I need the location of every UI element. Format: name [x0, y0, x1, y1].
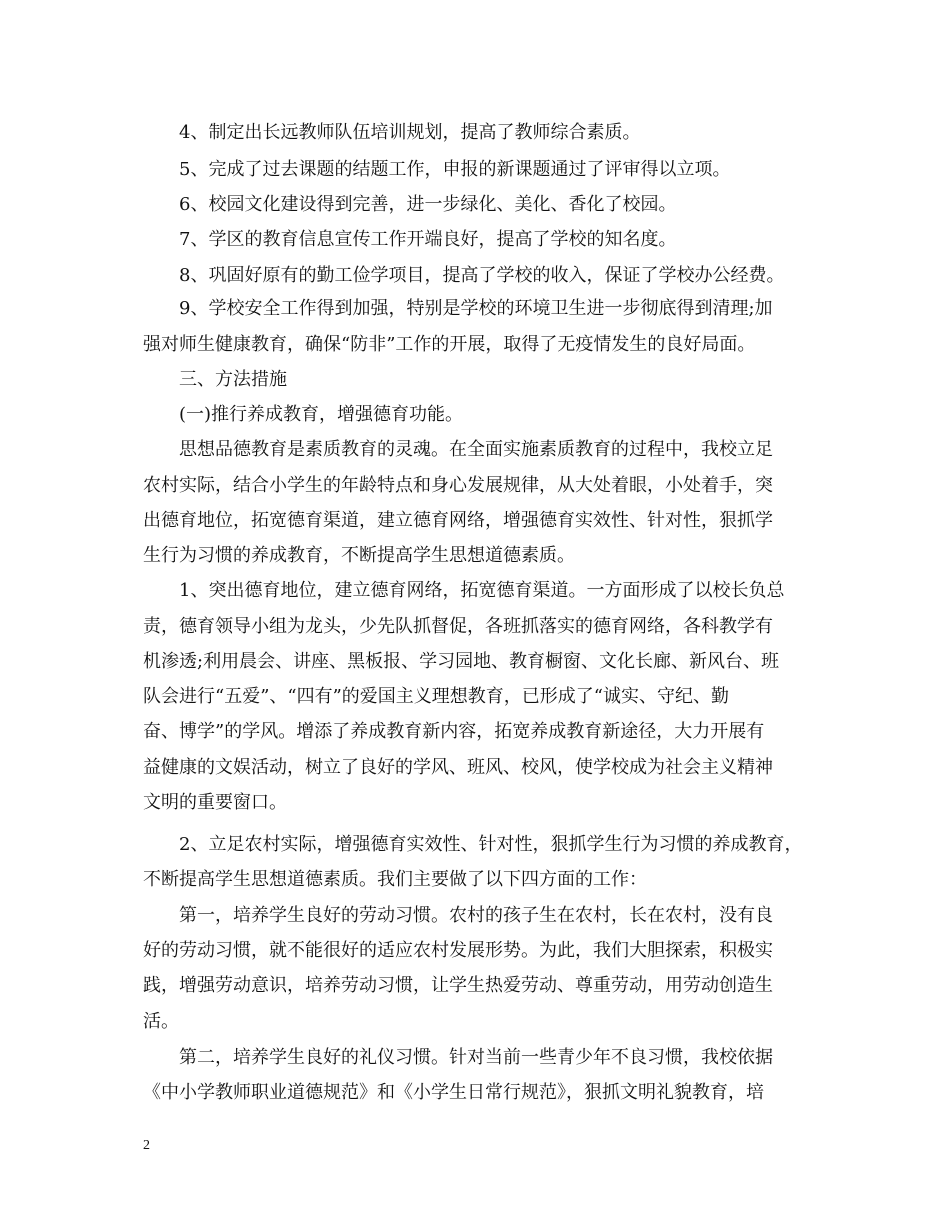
- section-heading: 三、方法措施: [179, 369, 287, 390]
- paragraph-line: 机渗透;利用晨会、讲座、黑板报、学习园地、教育橱窗、文化长廊、新风台、班: [143, 651, 780, 672]
- paragraph-line: 第二，培养学生良好的礼仪习惯。针对当前一些青少年不良习惯，我校依据: [179, 1047, 773, 1068]
- paragraph-line: 践，增强劳动意识，培养劳动习惯，让学生热爱劳动、尊重劳动，用劳动创造生: [143, 975, 773, 996]
- paragraph-line: 7、学区的教育信息宣传工作开端良好，提高了学校的知名度。: [179, 229, 677, 250]
- paragraph-line: 第一，培养学生良好的劳动习惯。农村的孩子生在农村，长在农村，没有良: [179, 905, 773, 926]
- paragraph-line: 1、突出德育地位，建立德育网络，拓宽德育渠道。一方面形成了以校长负总: [179, 580, 785, 601]
- paragraph-line: 4、制定出长远教师队伍培训规划，提高了教师综合素质。: [179, 122, 641, 143]
- paragraph-line: 6、校园文化建设得到完善，进一步绿化、美化、香化了校园。: [179, 194, 677, 215]
- paragraph-line: 活。: [143, 1011, 179, 1032]
- paragraph-line: 思想品德教育是素质教育的灵魂。在全面实施素质教育的过程中，我校立足: [179, 439, 773, 460]
- paragraph-line: 《中小学教师职业道德规范》和《小学生日常行规范》，狠抓文明礼貌教育，培: [143, 1082, 764, 1103]
- subsection-heading: (一)推行养成教育，增强德育功能。: [179, 404, 464, 425]
- paragraph-line: 5、完成了过去课题的结题工作，申报的新课题通过了评审得以立项。: [179, 159, 731, 180]
- paragraph-line: 队会进行“五爱”、“四有”的爱国主义理想教育，已形成了“诚实、守纪、勤: [143, 686, 730, 707]
- paragraph-line: 好的劳动习惯，就不能很好的适应农村发展形势。为此，我们大胆探索，积极实: [143, 940, 773, 961]
- paragraph-line: 8、巩固好原有的勤工俭学项目，提高了学校的收入，保证了学校办公经费。: [179, 265, 785, 286]
- paragraph-line: 生行为习惯的养成教育，不断提高学生思想道德素质。: [143, 545, 575, 566]
- paragraph-line: 出德育地位，拓宽德育渠道，建立德育网络，增强德育实效性、针对性，狠抓学: [143, 510, 773, 531]
- paragraph-line: 责，德育领导小组为龙头，少先队抓督促，各班抓落实的德育网络，各科教学有: [143, 616, 773, 637]
- paragraph-line: 9、学校安全工作得到加强，特别是学校的环境卫生进一步彻底得到清理;加: [179, 298, 773, 319]
- paragraph-line: 农村实际，结合小学生的年龄特点和身心发展规律，从大处着眼，小处着手，突: [143, 475, 773, 496]
- paragraph-line: 文明的重要窗口。: [143, 792, 287, 813]
- paragraph-line: 奋、博学”的学风。增添了养成教育新内容，拓宽养成教育新途径，大力开展有: [143, 721, 765, 742]
- paragraph-line: 益健康的文娱活动，树立了良好的学风、班风、校风，使学校成为社会主义精神: [143, 757, 773, 778]
- paragraph-line: 不断提高学生思想道德素质。我们主要做了以下四方面的工作：: [143, 869, 647, 890]
- paragraph-line: 2、立足农村实际，增强德育实效性、针对性，狠抓学生行为习惯的养成教育，: [179, 834, 803, 855]
- paragraph-line: 强对师生健康教育，确保“防非”工作的开展，取得了无疫情发生的良好局面。: [143, 334, 756, 355]
- page-number: 2: [143, 1138, 150, 1153]
